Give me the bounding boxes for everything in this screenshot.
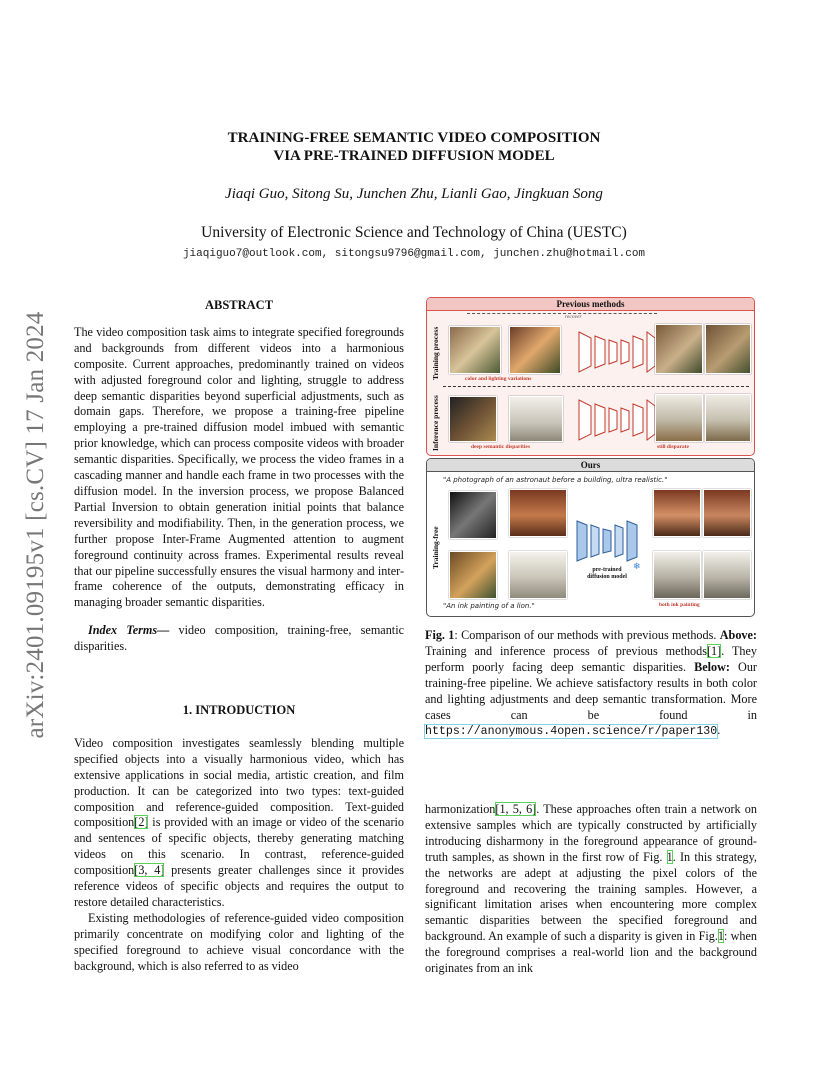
building-frames (509, 489, 567, 537)
right-body-a: harmonization (425, 802, 496, 816)
pretrained-diffusion-label (567, 567, 647, 581)
abstract-heading: ABSTRACT (204, 298, 274, 312)
inference-foreground-frames (449, 396, 497, 442)
recover-arrow (467, 313, 657, 314)
caption-label: Fig. 1 (425, 628, 455, 642)
prompt-lion: "An ink painting of a lion." (443, 602, 535, 610)
citation-link[interactable]: [1] (706, 643, 722, 658)
ours-output-astronaut-2 (703, 489, 751, 537)
caption-part-3: . They perform poorly facing deep semantic disparities. (425, 643, 757, 674)
caption-text (425, 628, 757, 740)
previous-methods-title: Previous methods (427, 298, 754, 311)
caption-part-4: Our training-free pipeline. We achieve satisfactory results in both color and lighting adjustments and deep semantic transformation. More cases can be found in (425, 659, 757, 722)
inference-output-2 (705, 394, 751, 442)
citation-link[interactable]: [2] (134, 815, 149, 830)
network-icon (577, 328, 657, 376)
deep-semantic-label: deep semantic disparities (471, 444, 530, 450)
lion-frames (449, 551, 497, 599)
ours-panel (426, 458, 755, 617)
color-lighting-label: color and lighting variations (465, 376, 532, 382)
intro-p1-a: Video composition investigates seamlessly blending multiple specified objects into a visually harmonious video, which has extensive applications in social media, artistic creation, and film production. It can be categorized into two types: text-guided composition and reference-guided composition. Text-guided composition (74, 735, 404, 830)
right-body-paragraph (425, 802, 757, 977)
title-line-1: TRAINING-FREE SEMANTIC VIDEO COMPOSITION (227, 130, 601, 146)
right-body-b: . These approaches often train a network on extensive samples which are typically constructed by artificially introducing disharmony in the foreground appearance of ground-truth samples, as shown in the first row of Fig. (425, 802, 757, 864)
index-terms-label: Index Terms— (88, 623, 170, 638)
inference-output-1 (655, 394, 703, 442)
inference-process-label: Inference process (431, 395, 440, 451)
training-output-2 (705, 324, 751, 374)
intro-p1-b: is provided with an image or video of the scenario and sentences of specific objects, thereby generating matching videos on this scenario. In contrast, reference-guided composition (74, 815, 404, 878)
arxiv-identifier-text: arXiv:2401.09195v1 [cs.CV] 17 Jan 2024 (22, 311, 49, 739)
arxiv-identifier (22, 290, 50, 760)
intro-paragraph-2: Existing methodologies of reference-guided video composition primarily concentrate on modifying color and lighting of the specified foreground to achieve visual concordance with the background, which is also referred to as video (74, 910, 404, 973)
index-terms (74, 623, 404, 655)
training-input-frames (449, 326, 501, 374)
training-process-label: Training process (431, 326, 440, 380)
training-free-label: Training-free (431, 526, 440, 569)
affiliation: University of Electronic Science and Technology of China (UESTC) (201, 224, 627, 241)
emails: jiaqiguo7@outlook.com, sitongsu9796@gmail.com, junchen.zhu@hotmail.com (182, 248, 646, 260)
citation-link[interactable]: [1, 5, 6] (495, 802, 537, 816)
figure-link[interactable]: 1 (717, 929, 724, 944)
abstract-section (74, 298, 404, 655)
title-line-2: VIA PRE-TRAINED DIFFUSION MODEL (273, 148, 555, 164)
right-column-body (425, 802, 757, 977)
still-disparate-label: still disparate (657, 444, 689, 450)
training-disharmony-frames (509, 326, 561, 374)
training-output-1 (655, 324, 703, 374)
intro-paragraph-1 (74, 736, 404, 911)
caption-part-5: . (717, 723, 721, 738)
abstract-text: The video composition task aims to integrate specified foregrounds and backgrounds from different videos into a harmonious composite. Current approaches, predominantly trained on videos with adjusted foreground color and lighting, struggle to address deep semantic disparities beyond superficial adjustments, such as domain gaps. Therefore, we propose a training-free pipeline employing a pre-trained diffusion model imbued with semantic prior knowledge, which can process composite videos with broader semantic disparities. Specifically, we process the video frames in a cascading manner and handle each frame in two processes with the diffusion model. In the inversion process, we propose Balanced Partial Inversion to obtain generation initial points that balance reversibility and modifiability. Then, in the generation process, we further propose Inter-Frame Augmented attention to augment foreground continuity across frames. Experimental results reveal that our pipeline successfully ensures the visual harmony and inter-frame coherence of the outputs, demonstrating efficacy in managing broader semantic disparities. (74, 324, 404, 610)
divider-dashed (443, 386, 749, 387)
diffusion-model-icon (573, 511, 643, 571)
citation-link[interactable]: [3, 4] (134, 863, 165, 878)
index-terms-text: video composition, training-free, semantic disparities. (74, 623, 404, 654)
both-ink-label: both ink painting (659, 602, 700, 608)
right-body-d: : when the foreground comprises a real-world lion and the background originates from an ink (425, 929, 757, 976)
caption-below-label: Below: (694, 659, 730, 674)
prompt-astronaut: "A photograph of an astronaut before a building, ultra realistic." (443, 476, 668, 484)
intro-heading: 1. INTRODUCTION (182, 703, 296, 717)
previous-methods-panel (426, 297, 755, 456)
figure-1 (426, 297, 756, 619)
caption-above-label: Above: (719, 628, 757, 642)
pretrained-label-line-1: pre-trained (592, 567, 622, 573)
caption-part-1: : Comparison of our methods with previous methods. (454, 628, 720, 642)
paper-title (0, 129, 828, 165)
supplementary-url-link[interactable]: https://anonymous.4open.science/r/paper130 (425, 725, 718, 739)
ours-output-astronaut-1 (653, 489, 701, 537)
authors: Jiaqi Guo, Sitong Su, Junchen Zhu, Lianli Gao, Jingkuan Song (225, 186, 603, 202)
figure-caption (425, 628, 757, 740)
recover-label: recover (565, 314, 582, 320)
pretrained-label-line-2: diffusion model (587, 574, 627, 580)
intro-p1-c: presents greater challenges since it provides reference videos of specific objects and requires the output to restore detailed characteristics. (74, 863, 404, 909)
introduction-section (74, 703, 404, 975)
network-icon-inference (577, 396, 657, 444)
ours-output-lion-1 (653, 551, 701, 599)
ours-title: Ours (427, 459, 754, 472)
right-body-c: . In this strategy, the networks are adept at adjusting the pixel colors of the foreground and recovering the training samples. However, a significant limitation arises when encountering more complex semantic disparities between the specified foreground and background. An example of such a disparity is given in Fig. (425, 849, 757, 944)
ours-output-lion-2 (703, 551, 751, 599)
caption-part-2: Training and inference process of previous methods (425, 643, 707, 658)
figure-link[interactable]: 1 (666, 849, 673, 864)
svg-text:❄: ❄ (633, 561, 641, 571)
astronaut-frames (449, 491, 497, 539)
ink-frames (509, 551, 567, 599)
inference-background-frames (509, 396, 563, 442)
